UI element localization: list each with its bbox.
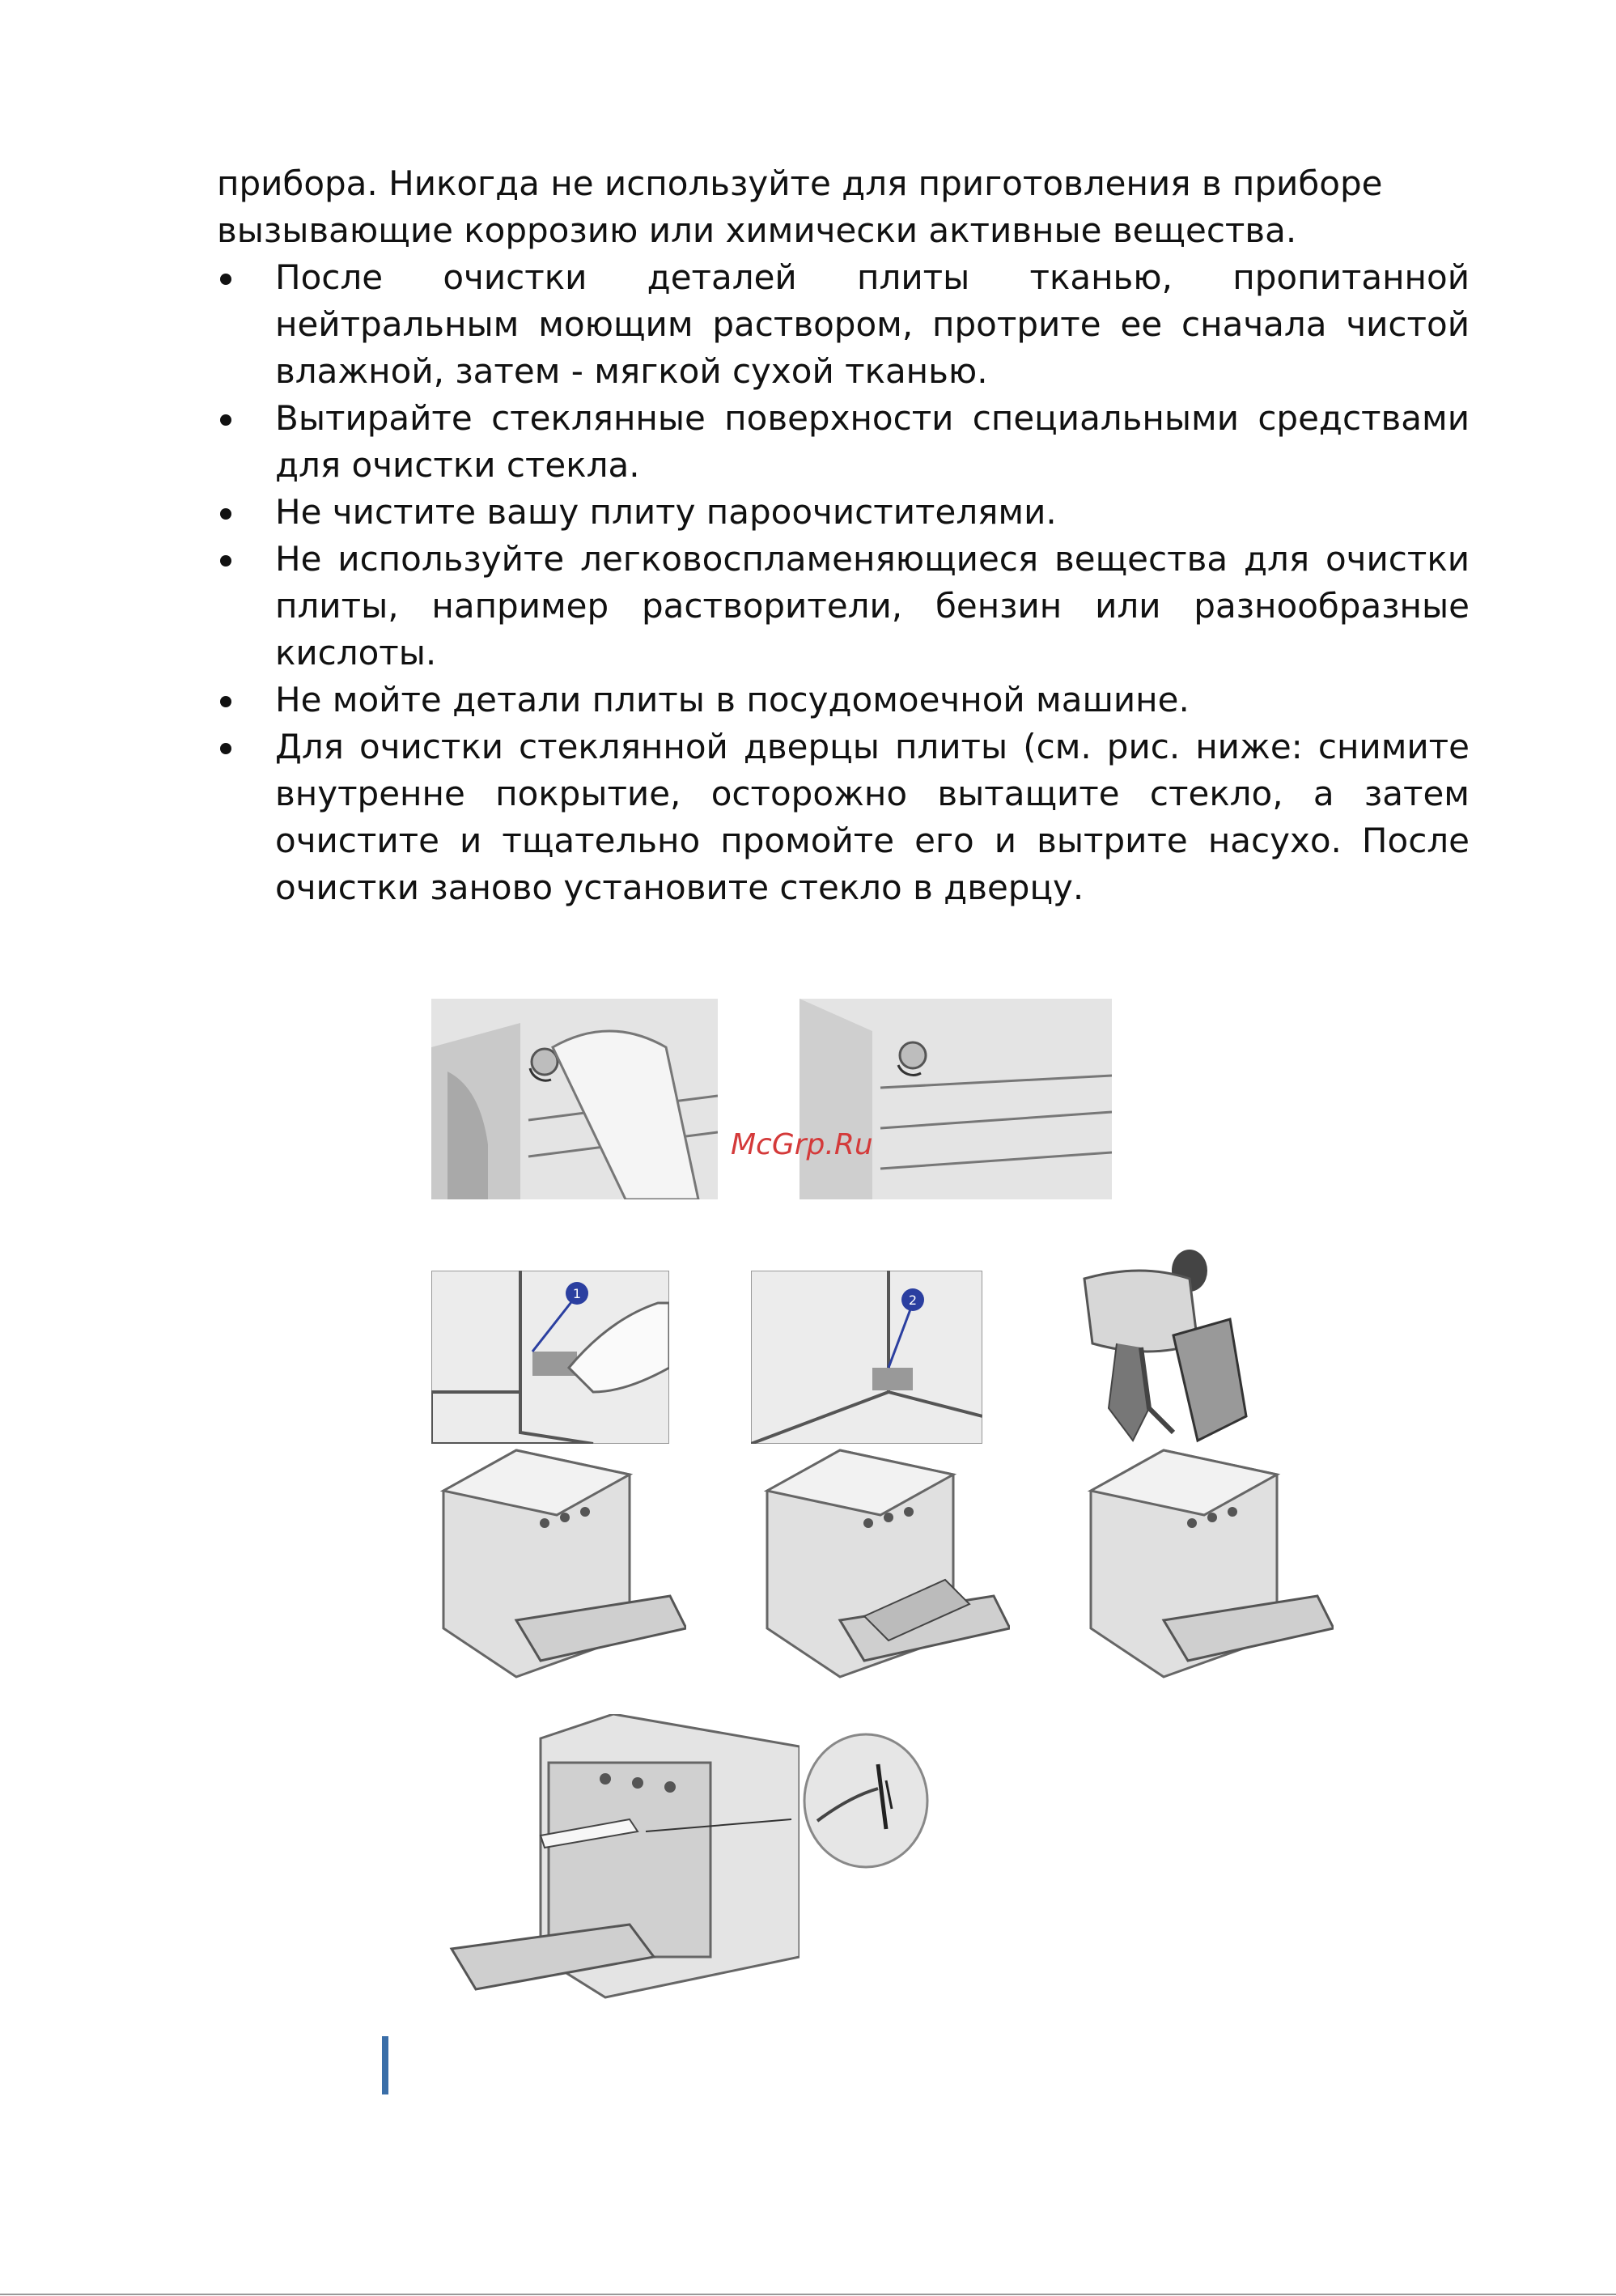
oven-illustration-3: [1075, 1442, 1334, 1685]
bullet-icon: [220, 555, 231, 567]
bullet-icon: [220, 274, 231, 285]
page-bottom-rule: [0, 2294, 1616, 2295]
hinge-photo-1: [431, 999, 718, 1199]
page-margin-marker: [382, 2036, 388, 2094]
hinge-detail-1: [431, 1271, 669, 1444]
person-carrying-door-illustration: [1060, 1246, 1254, 1449]
hinge-photo-2: [800, 999, 1112, 1199]
oven-illustration-2: [751, 1442, 1010, 1685]
list-item: После очистки деталей плиты тканью, пропитанной нейтральным моющим раствором, протрите ее сначала чистой влажной, затем - мягкой сухой тканью.: [217, 254, 1470, 395]
list-item: Вытирайте стеклянные поверхности специальными средствами для очистки стекла.: [217, 395, 1470, 489]
oven-illustration-1: [427, 1442, 686, 1685]
list-item: Не используйте легковоспламеняющиеся вещества для очистки плиты, например растворители, бензин или разнообразные кислоты.: [217, 536, 1470, 677]
oven-glass-removal-illustration: [443, 1714, 800, 2005]
instruction-text: [217, 160, 1470, 911]
intro-line-1: прибора. Никогда не используйте для приготовления в приборе: [217, 163, 1383, 203]
hinge-detail-2: [751, 1271, 982, 1444]
bullet-icon: [220, 414, 231, 426]
latch-detail-circle: [801, 1732, 931, 1869]
intro-line-2: вызывающие коррозию или химически активные вещества.: [217, 210, 1297, 250]
list-item: Не мойте детали плиты в посудомоечной машине.: [217, 677, 1470, 724]
step-badge-2: 2: [908, 1292, 918, 1308]
bullet-icon: [220, 508, 231, 520]
bullet-icon: [220, 696, 231, 707]
list-item: Не чистите вашу плиту пароочистителями.: [217, 489, 1470, 536]
step-badge-1: 1: [572, 1286, 582, 1301]
cleaning-tips-list: [217, 254, 1470, 911]
bullet-icon: [220, 743, 231, 754]
watermark: McGrp.Ru: [731, 1128, 873, 1161]
list-item: Для очистки стеклянной дверцы плиты (см. рис. ниже: снимите внутренне покрытие, осторожно вытащите стекло, а затем очистите и тщательно промойте его и вытрите насухо. После очистки заново установите стекло в дверцу.: [217, 724, 1470, 911]
